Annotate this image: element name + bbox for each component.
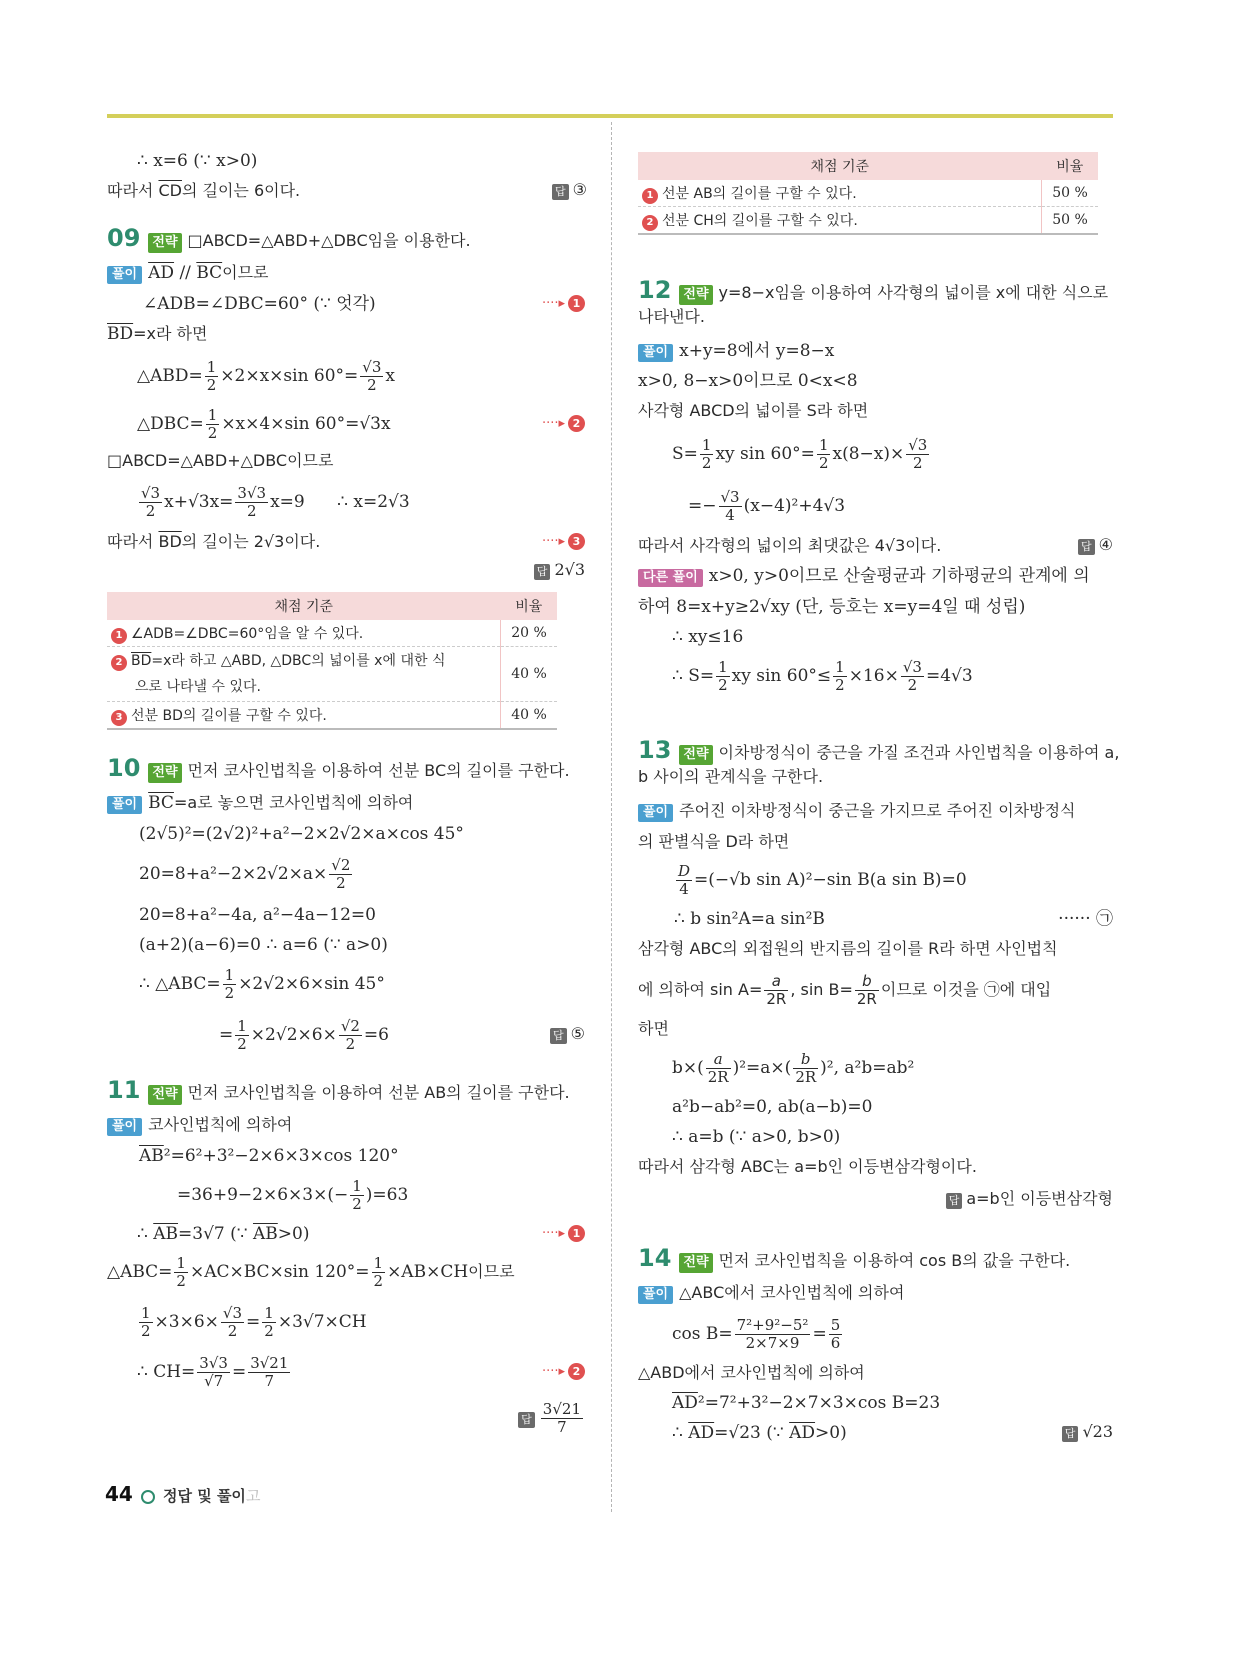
answer-12: 답 ④ [1078,535,1113,555]
problem-14-header: 14 전략 먼저 코사인법칙을 이용하여 cos B의 값을 구한다. [638,1244,1071,1272]
scoring-table-11 [638,152,1098,235]
text-line: 삼각형 ABC의 외접원의 반지름의 길이를 R라 하면 사인법칙 [638,939,1058,958]
fraction: $\frac{D}{4}$ [678,862,691,898]
table-header: 채점 기준 [638,152,1042,180]
math-line: ∴ a=b (∵ a>0, b>0) [672,1127,841,1147]
marker-1: ····▸ 1 [542,1225,585,1242]
solution-line: 풀이 주어진 이차방정식이 중근을 가지므로 주어진 이차방정식 [638,800,1076,822]
fraction: $\frac{1}{2}$ [224,966,235,1002]
math-line: = $\frac{1}{2}$ ×2√2×6× $\frac{√2}{2}$ =6 [219,1017,389,1053]
answer-10: 답 ⑤ [550,1024,585,1044]
fraction: $\frac{1}{2}$ [237,1017,247,1053]
math-line: =36+9−2×6×3×(− $\frac{1}{2}$ )=63 [177,1177,409,1213]
grade-label: 고 [245,1487,261,1505]
table-row: 2 선분 CH의 길이를 구할 수 있다. 50 % [638,207,1098,235]
answer-13: 답 a=b인 이등변삼각형 [946,1186,1113,1209]
solution-line: 풀이 $\overline{AD} // \overline{BC}$이므로 [107,262,269,284]
fraction: $\frac{1}{2}$ [141,1304,151,1340]
equation-tag: ······ ㉠ [1058,909,1113,929]
text-line: b 사이의 관계식을 구한다. [638,767,824,786]
fraction: $\frac{1}{2}$ [701,436,712,472]
fraction: $\frac{\text{7²+9²−5²}}{2\times 7\times 9}$ [736,1316,809,1352]
marker-1: ····▸ 1 [542,295,585,312]
math-line: ∴ $\overline{AB}=3√7$ (∵ $\overline{AB}>0$) [137,1224,310,1244]
math-line: a²b−ab²=0, ab(a−b)=0 [672,1097,873,1117]
fraction: $\frac{1}{2}$ [373,1254,384,1290]
table-header: 비율 [1042,152,1099,180]
text-line: 따라서 삼각형 ABC는 a=b인 이등변삼각형이다. [638,1157,977,1176]
table-row: 1 ∠ADB=∠DBC=60°임을 알 수 있다. 20 % [107,620,557,647]
fraction: $\frac{1}{2}$ [818,436,829,472]
math-line: $\overline{AB}^2=6^2+3^2-2\times 6\times 3\times\cos$ 120° [139,1146,399,1166]
math-line: ∴ xy≤16 [672,627,744,647]
problem-09-header: 09 전략 □ABCD=△ABD+△DBC임을 이용한다. [107,224,471,252]
math-line: △ABC= $\frac{1}{2}$ ×AC×BC×sin 120°= $\frac{1}{2}$ ×AB×CH이므로 [107,1254,515,1290]
fraction: $\frac{1}{2}$ [206,358,217,394]
text-line: 하면 [638,1019,669,1038]
marker-3: ····▸ 3 [542,533,585,550]
problem-10-header: 10 전략 먼저 코사인법칙을 이용하여 선분 BC의 길이를 구한다. [107,754,570,782]
text-line: △ABD에서 코사인법칙에 의하여 [638,1363,865,1382]
fraction: $\frac{1}{2}$ [264,1304,274,1340]
fraction: $\frac{b}{2R}$ [795,1050,817,1086]
math-line: b×( $\frac{a}{2R}$ )²=a×( $\frac{b}{2R}$ )², a²b=ab² [672,1050,915,1086]
fraction: $\frac{√2}{2}$ [331,856,351,892]
book-title: 정답 및 풀이 [163,1487,246,1505]
math-line: △DBC= $\frac{1}{2}$ ×x×4×sin 60°=√3x [137,406,391,442]
math-line: $\frac{1}{2}$ ×3×6× $\frac{√3}{2}$ = $\frac{1}{2}$ ×3√7×CH [141,1304,367,1340]
table-header: 비율 [501,592,558,620]
fraction: $\frac{√3}{2}$ [902,658,922,694]
fraction: $\frac{a}{2R}$ [766,972,787,1008]
math-line: $\overline{BD}=x$라 하면 [107,324,208,344]
math-line: △ABD= $\frac{1}{2}$ ×2×x×sin 60°= $\frac{√3}{2}$ x [137,358,395,394]
fraction: $\frac{1}{2}$ [835,658,845,694]
solution-line: 풀이 코사인법칙에 의하여 [107,1114,292,1136]
math-line: (a+2)(a−6)=0 ∴ a=6 (∵ a>0) [139,935,388,955]
text-line: 에 의하여 sin A= $\frac{a}{2R}$ , sin B= $\frac{b}{2R}$ 이므로 이것을 ㉠에 대입 [638,972,1052,1008]
math-line: =− $\frac{√3}{4}$ (x−4)²+4√3 [688,488,846,524]
marker-2: ····▸ 2 [542,1363,585,1380]
circle-icon [141,1490,155,1504]
top-rule [107,114,1113,118]
answer-11: 답 $\frac{3√21}{7}$ [518,1398,585,1438]
table-row: 1 선분 AB의 길이를 구할 수 있다. 50 % [638,180,1098,207]
fraction: $\frac{1}{2}$ [718,658,728,694]
fraction: $\frac{1}{2}$ [176,1254,186,1290]
math-line: ∴ △ABC= $\frac{1}{2}$ ×2√2×6×sin 45° [139,966,385,1002]
math-line: $\frac{D}{4}$ =(−√b sin A)²−sin B(a sin B)=0 [678,862,967,898]
math-line: $\frac{√3}{2}$ x+√3x= $\frac{3√3}{2}$ x=9 ∴ x=2√3 [141,484,410,520]
fraction: $\frac{b}{2R}$ [856,972,877,1008]
solution-line: 풀이 △ABC에서 코사인법칙에 의하여 [638,1282,904,1304]
fraction: $\frac{1}{2}$ [352,1177,362,1213]
math-line: ∴ CH= $\frac{3√3}{√7}$ = $\frac{3√21}{7}$ [137,1354,289,1390]
fraction: $\frac{√3}{4}$ [720,488,740,524]
fraction: $\frac{3√3}{√7}$ [199,1354,228,1390]
fraction: $\frac{5}{6}$ [830,1316,841,1352]
fraction: $\frac{3√3}{2}$ [237,484,267,520]
solution-line: 풀이 $\overline{BC}=a$로 놓으면 코사인법칙에 의하여 [107,792,413,814]
fraction: $\frac{√3}{2}$ [222,1304,243,1340]
fraction: $\frac{3√21}{7}$ [250,1354,289,1390]
math-line: 20=8+a²−2×2√2×a× $\frac{√2}{2}$ [139,856,351,892]
text-line: 따라서 사각형의 넓이의 최댓값은 4√3이다. [638,536,942,555]
text-line: 사각형 ABCD의 넓이를 S라 하면 [638,401,869,420]
math-line: 20=8+a²−4a, a²−4a−12=0 [139,905,376,925]
text-line: 의 판별식을 D라 하면 [638,832,790,851]
table-header: 채점 기준 [107,592,501,620]
text-line: 따라서 $\overline{BD}$의 길이는 2√3이다. [107,532,321,551]
problem-13-header: 13 전략 이차방정식이 중근을 가질 조건과 사인법칙을 이용하여 a, [638,736,1120,764]
problem-12-header: 12 전략 y=8−x임을 이용하여 사각형의 넓이를 x에 대한 식으로 [638,276,1109,304]
math-line: ∴ $\overline{AD}=√23$ (∵ $\overline{AD}>0$) [672,1423,847,1443]
fraction: $\frac{√3}{2}$ [908,436,928,472]
math-line: S= $\frac{1}{2}$ xy sin 60°= $\frac{1}{2}$ x(8−x)× $\frac{√3}{2}$ [672,436,928,472]
math-line: ∴ x=6 (∵ x>0) [137,151,258,171]
math-line: 하여 8=x+y≥2√xy (단, 등호는 x=y=4일 때 성립) [638,597,1026,617]
problem-11-header: 11 전략 먼저 코사인법칙을 이용하여 선분 AB의 길이를 구한다. [107,1076,570,1104]
table-row: 3 선분 BD의 길이를 구할 수 있다. 40 % [107,702,557,730]
column-divider [611,122,612,1512]
math-line: ∴ S= $\frac{1}{2}$ xy sin 60°≤ $\frac{1}{2}$ ×16× $\frac{√3}{2}$ =4√3 [672,658,973,694]
fraction: $\frac{√3}{2}$ [141,484,161,520]
page-footer [105,1482,260,1506]
fraction: $\frac{1}{2}$ [207,406,218,442]
solution-line: 풀이 x+y=8에서 y=8−x [638,340,834,362]
answer-14: 답 √23 [1062,1422,1113,1442]
math-line: ∠ADB=∠DBC=60° (∵ 엇각) [143,294,376,314]
fraction: $\frac{√3}{2}$ [362,358,382,394]
answer-08: 답 ③ [552,180,587,200]
math-line: x>0, 8−x>0이므로 0<x<8 [638,371,858,391]
table-row: 2 $\overline{BD}=x$라 하고 △ABD, △DBC의 넓이를 x에 대한 식 으로 나타낼 수 있다. 40 % [107,647,557,702]
math-line: $\overline{AD}^2=7^2+3^2-2\times 7\times 3\times\cos$ B=23 [672,1393,941,1413]
marker-2: ····▸ 2 [542,415,585,432]
text-line: □ABCD=△ABD+△DBC이므로 [107,451,334,470]
fraction: $\frac{3√21}{7}$ [542,1400,581,1436]
scoring-table-09 [107,592,557,730]
math-line: (2√5)²=(2√2)²+a²−2×2√2×a×cos 45° [139,824,464,844]
text-line: 따라서 $\overline{CD}$의 길이는 6이다. [107,181,301,200]
math-line: cos B= $\frac{\text{7²+9²−5²}}{2\times 7\times 9}$ = $\frac{5}{6}$ [672,1316,841,1352]
answer-09: 답 2√3 [534,560,585,580]
text-line: 나타낸다. [638,307,705,326]
fraction: $\frac{√2}{2}$ [340,1017,360,1053]
page-number: 44 [105,1482,133,1506]
fraction: $\frac{a}{2R}$ [707,1050,729,1086]
alt-solution-line: 다른 풀이 x>0, y>0이므로 산술평균과 기하평균의 관계에 의 [638,565,1090,587]
math-line: ∴ b sin²A=a sin²B [674,909,825,929]
